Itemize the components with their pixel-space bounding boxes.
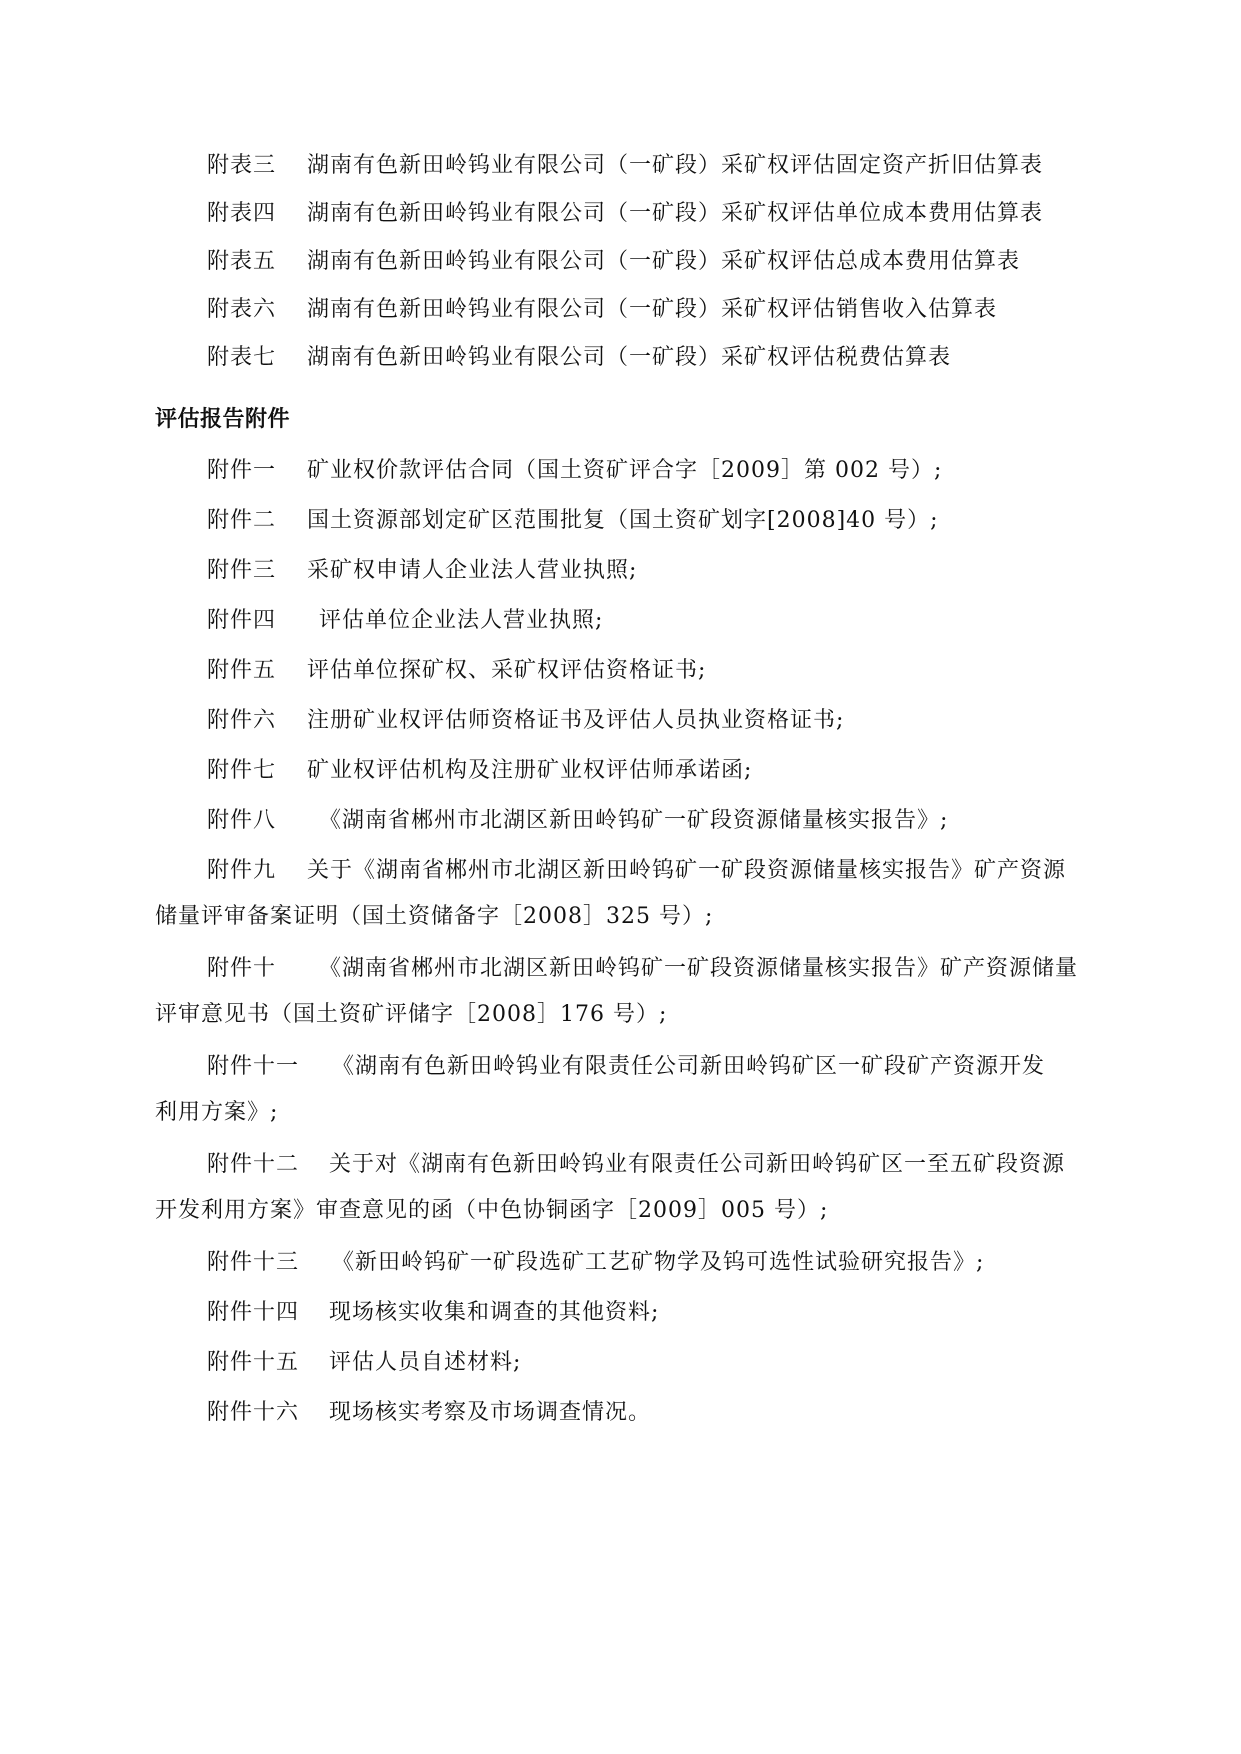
attachment-list-item <box>207 456 942 486</box>
attachment-list-item <box>207 556 637 586</box>
item-continuation: 利用方案》; <box>155 1100 279 1125</box>
attachment-list-item <box>207 1348 521 1378</box>
attachment-list-item <box>207 856 1066 886</box>
table-list-item <box>207 247 1020 277</box>
attachment-list-item <box>207 706 844 736</box>
item-continuation: 评审意见书（国土资矿评储字［2008］176 号）; <box>155 1002 668 1027</box>
item-label: 附表七 <box>207 345 277 370</box>
item-label: 附件二 <box>207 508 277 533</box>
item-text: 采矿权申请人企业法人营业执照; <box>307 558 638 583</box>
item-label: 附件十六 <box>207 1400 300 1425</box>
item-label: 附件八 <box>207 808 277 833</box>
item-text: 《新田岭钨矿一矿段选矿工艺矿物学及钨可选性试验研究报告》; <box>332 1250 985 1275</box>
item-label: 附件十 <box>207 956 277 981</box>
item-label: 附表三 <box>207 153 277 178</box>
item-text: 关于对《湖南有色新田岭钨业有限责任公司新田岭钨矿区一至五矿段资源 <box>329 1152 1066 1177</box>
attachment-list-item <box>207 606 603 636</box>
item-text: 评估单位探矿权、采矿权评估资格证书; <box>307 658 707 683</box>
attachment-list-item <box>207 806 948 836</box>
item-label: 附件十一 <box>207 1054 300 1079</box>
item-text: 湖南有色新田岭钨业有限公司（一矿段）采矿权评估固定资产折旧估算表 <box>307 153 1044 178</box>
item-label: 附件六 <box>207 708 277 733</box>
attachment-list-item <box>207 1052 1045 1082</box>
section-heading: 评估报告附件 <box>155 406 291 432</box>
attachment-list-item <box>207 1298 659 1328</box>
item-text: 现场核实收集和调查的其他资料; <box>329 1300 660 1325</box>
attachment-list-item <box>207 1150 1065 1180</box>
item-text: 湖南有色新田岭钨业有限公司（一矿段）采矿权评估销售收入估算表 <box>307 297 998 322</box>
attachment-list-item <box>207 954 1078 984</box>
item-text: 现场核实考察及市场调查情况。 <box>329 1400 652 1425</box>
item-text: 湖南有色新田岭钨业有限公司（一矿段）采矿权评估总成本费用估算表 <box>307 249 1021 274</box>
item-label: 附件十三 <box>207 1250 300 1275</box>
item-text: 湖南有色新田岭钨业有限公司（一矿段）采矿权评估税费估算表 <box>307 345 952 370</box>
item-label: 附件七 <box>207 758 277 783</box>
item-text: 国土资源部划定矿区范围批复（国土资矿划字[2008]40 号）; <box>307 508 939 533</box>
item-label: 附件十二 <box>207 1152 300 1177</box>
item-text: 《湖南有色新田岭钨业有限责任公司新田岭钨矿区一矿段矿产资源开发 <box>332 1054 1046 1079</box>
item-continuation: 开发利用方案》审查意见的函（中色协铜函字［2009］005 号）; <box>155 1198 829 1223</box>
item-label: 附件一 <box>207 458 277 483</box>
attachment-list-item <box>207 506 939 536</box>
item-continuation: 储量评审备案证明（国土资储备字［2008］325 号）; <box>155 904 714 929</box>
item-text: 湖南有色新田岭钨业有限公司（一矿段）采矿权评估单位成本费用估算表 <box>307 201 1044 226</box>
item-label: 附件四 <box>207 608 277 633</box>
item-label: 附件九 <box>207 858 277 883</box>
table-list-item <box>207 151 1043 181</box>
item-text: 《湖南省郴州市北湖区新田岭钨矿一矿段资源储量核实报告》矿产资源储量 <box>319 956 1079 981</box>
item-text: 评估人员自述材料; <box>329 1350 522 1375</box>
item-text: 《湖南省郴州市北湖区新田岭钨矿一矿段资源储量核实报告》; <box>319 808 949 833</box>
item-text: 注册矿业权评估师资格证书及评估人员执业资格证书; <box>307 708 845 733</box>
item-text: 评估单位企业法人营业执照; <box>319 608 604 633</box>
item-label: 附件十五 <box>207 1350 300 1375</box>
item-label: 附件十四 <box>207 1300 300 1325</box>
item-label: 附表四 <box>207 201 277 226</box>
table-list-item <box>207 199 1043 229</box>
item-label: 附表六 <box>207 297 277 322</box>
attachment-list-item <box>207 1398 651 1428</box>
item-label: 附件三 <box>207 558 277 583</box>
table-list-item <box>207 343 951 373</box>
item-text: 矿业权评估机构及注册矿业权评估师承诺函; <box>307 758 753 783</box>
item-label: 附件五 <box>207 658 277 683</box>
item-label: 附表五 <box>207 249 277 274</box>
table-list-item <box>207 295 997 325</box>
attachment-list-item <box>207 1248 984 1278</box>
attachment-list-item <box>207 656 706 686</box>
attachment-list-item <box>207 756 752 786</box>
item-text: 关于《湖南省郴州市北湖区新田岭钨矿一矿段资源储量核实报告》矿产资源 <box>307 858 1067 883</box>
item-text: 矿业权价款评估合同（国土资矿评合字［2009］第 002 号）; <box>307 458 943 483</box>
